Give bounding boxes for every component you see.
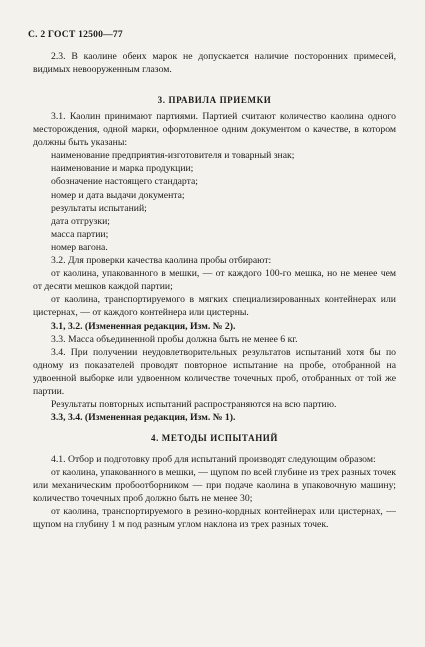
paragraph-3-2-bags: от каолина, упакованного в мешки, — от каждого 100-го мешка, но не менее чем от десяти мешков каждой партии; [33, 268, 396, 293]
paragraph-2-3: 2.3. В каолине обеих марок не допускается наличие посторонних примесей, видимых невооруженным глазом. [33, 51, 396, 76]
change-note-3-3-3-4: 3.3, 3.4. (Измененная редакция, Изм. № 1). [51, 412, 236, 424]
list-item: результаты испытаний; [51, 202, 147, 214]
section-3-heading-wrap [33, 94, 396, 107]
paragraph-3-4: 3.4. При получении неудовлетворительных результатов испытаний хотя бы по одному из показателей проводят повторное испытание на пробе, отобранной на удвоенной выборке или удвоенном количестве точечных проб, отобранных от той же партии. [33, 346, 396, 397]
page-header: С. 2 ГОСТ 12500—77 [28, 29, 123, 40]
paragraph-3-2-containers: от каолина, транспортируемого в мягких специализированных контейнерах или цистернах, — от каждого контейнера или цистерны. [33, 294, 396, 319]
section-4-body [33, 453, 396, 532]
list-item: наименование и марка продукции; [51, 163, 194, 175]
section-3-body [33, 110, 396, 424]
paragraph-4-1-containers: от каолина, транспортируемого в резино-кордных контейнерах или цистернах, — щупом на глубину 1 м под разным углом наклона из трех разных точек. [33, 506, 396, 531]
list-item: номер и дата выдачи документа; [51, 189, 185, 201]
paragraph-4-1: 4.1. Отбор и подготовку проб для испытаний производят следующим образом: [51, 454, 376, 465]
section-2-end [33, 50, 396, 76]
paragraph-3-3: 3.3. Масса объединенной пробы должна быть не менее 6 кг. [51, 333, 298, 345]
change-note-3-1-3-2: 3.1, 3.2. (Измененная редакция, Изм. № 2). [51, 320, 236, 332]
section-4-heading: 4. МЕТОДЫ ИСПЫТАНИЙ [150, 433, 278, 443]
list-item: масса партии; [51, 228, 109, 240]
list-item: наименование предприятия-изготовителя и товарный знак; [51, 150, 295, 162]
section-4-heading-wrap [33, 432, 396, 445]
section-3-heading: 3. ПРАВИЛА ПРИЕМКИ [157, 95, 272, 105]
paragraph-4-1-bags: от каолина, упакованного в мешки, — щупом по всей глубине из трех разных точек или механическим пробоотборником — при подаче каолина в упаковочную машину; количество точечных проб должно быть не менее 30; [33, 467, 396, 505]
paragraph-3-1: 3.1. Каолин принимают партиями. Партией считают количество каолина одного месторождения, одной марки, оформленное одним документом о качестве, в котором должны быть указаны: [33, 111, 396, 149]
list-item: обозначение настоящего стандарта; [51, 176, 198, 188]
list-item: номер вагона. [51, 241, 108, 253]
paragraph-3-2: 3.2. Для проверки качества каолина пробы отбирают: [51, 255, 272, 267]
paragraph-3-4-results: Результаты повторных испытаний распространяются на всю партию. [51, 399, 337, 411]
list-item: дата отгрузки; [51, 215, 110, 227]
